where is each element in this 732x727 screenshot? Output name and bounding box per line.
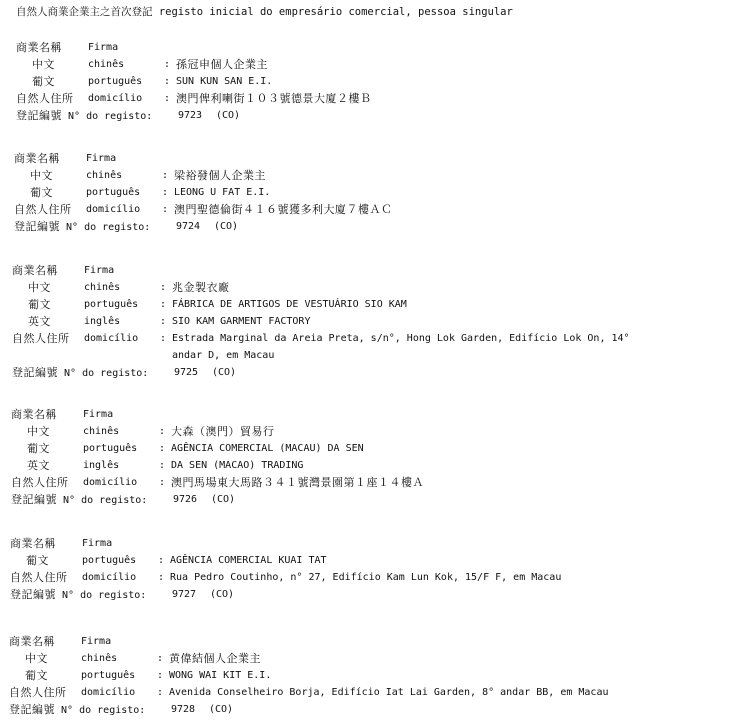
registo-label-pt: N° do registo: [61, 705, 146, 716]
domicile-address: 澳門俾利喇街１０３號德景大廈２樓Ｂ [176, 92, 372, 105]
portuguese-label-zh: 葡文 [26, 554, 49, 567]
colon: : [164, 93, 171, 104]
colon: : [157, 653, 164, 664]
registo-co: (CO) [209, 704, 234, 715]
english-label-zh: 英文 [28, 315, 51, 328]
registo-label-zh: 登記編號 [9, 703, 55, 716]
english-name: DA SEN (MACAO) TRADING [171, 460, 304, 471]
registo-label-zh: 登記編號 [11, 493, 57, 506]
english-label-pt: inglês [83, 460, 120, 471]
colon: : [157, 670, 164, 681]
colon: : [160, 316, 167, 327]
portuguese-label-pt: português [83, 443, 138, 454]
registo-number: 9727 [172, 589, 197, 600]
portuguese-label-pt: português [82, 555, 137, 566]
chinese-label-zh: 中文 [27, 425, 50, 438]
chinese-name: 大森（澳門）貿易行 [171, 425, 275, 438]
colon: : [158, 555, 165, 566]
page-header: 自然人商業企業主之首次登記 registo inicial do empresário comercial, pessoa singular [16, 6, 513, 18]
registo-co: (CO) [211, 494, 236, 505]
chinese-label-pt: chinês [86, 170, 123, 181]
domicile-address-continued: andar D, em Macau [172, 350, 275, 361]
firma-label-pt: Firma [84, 265, 115, 276]
domicile-label-pt: domicílio [82, 572, 137, 583]
domicile-label-pt: domicílio [81, 687, 136, 698]
domicile-label-zh: 自然人住所 [11, 476, 69, 489]
registo-co: (CO) [212, 367, 237, 378]
portuguese-label-pt: português [88, 76, 143, 87]
firma-label-pt: Firma [81, 636, 112, 647]
chinese-label-pt: chinês [88, 59, 125, 70]
registo-label-zh: 登記編號 [10, 588, 56, 601]
portuguese-label-zh: 葡文 [27, 442, 50, 455]
registo-co: (CO) [214, 221, 239, 232]
domicile-label-zh: 自然人住所 [14, 203, 72, 216]
domicile-label-pt: domicílio [83, 477, 138, 488]
domicile-label-pt: domicílio [88, 93, 143, 104]
domicile-address: 澳門聖德倫街４１６號獲多利大廈７樓ＡＣ [174, 203, 393, 216]
registo-number: 9725 [174, 367, 199, 378]
portuguese-label-pt: português [86, 187, 141, 198]
firma-label-zh: 商業名稱 [12, 264, 58, 277]
colon: : [159, 426, 166, 437]
chinese-name: 兆金製衣廠 [172, 281, 230, 294]
registo-number: 9728 [171, 704, 196, 715]
firma-label-zh: 商業名稱 [9, 635, 55, 648]
registo-label-pt: N° do registo: [64, 368, 149, 379]
chinese-label-zh: 中文 [28, 281, 51, 294]
colon: : [162, 170, 169, 181]
portuguese-label-zh: 葡文 [32, 75, 55, 88]
firma-label-zh: 商業名稱 [10, 537, 56, 550]
english-name: SIO KAM GARMENT FACTORY [172, 316, 311, 327]
colon: : [159, 443, 166, 454]
colon: : [162, 204, 169, 215]
domicile-label-zh: 自然人住所 [10, 571, 68, 584]
chinese-label-pt: chinês [84, 282, 121, 293]
colon: : [159, 460, 166, 471]
registo-number: 9723 [178, 110, 203, 121]
domicile-label-zh: 自然人住所 [12, 332, 70, 345]
colon: : [160, 333, 167, 344]
colon: : [162, 187, 169, 198]
chinese-label-pt: chinês [83, 426, 120, 437]
portuguese-name: WONG WAI KIT E.I. [169, 670, 272, 681]
chinese-label-zh: 中文 [32, 58, 55, 71]
domicile-label-zh: 自然人住所 [16, 92, 74, 105]
colon: : [160, 299, 167, 310]
registo-number: 9726 [173, 494, 198, 505]
firma-label-pt: Firma [86, 153, 117, 164]
registo-label-zh: 登記編號 [12, 366, 58, 379]
portuguese-label-pt: português [84, 299, 139, 310]
portuguese-label-zh: 葡文 [25, 669, 48, 682]
chinese-label-zh: 中文 [30, 169, 53, 182]
chinese-name: 孫冠申個人企業主 [176, 58, 268, 71]
english-label-pt: inglês [84, 316, 121, 327]
portuguese-label-zh: 葡文 [28, 298, 51, 311]
registo-label-pt: N° do registo: [68, 111, 153, 122]
colon: : [164, 76, 171, 87]
firma-label-zh: 商業名稱 [16, 41, 62, 54]
chinese-name: 黄偉結個人企業主 [169, 652, 261, 665]
firma-label-pt: Firma [88, 42, 119, 53]
firma-label-pt: Firma [83, 409, 114, 420]
colon: : [158, 572, 165, 583]
portuguese-name: SUN KUN SAN E.I. [176, 76, 273, 87]
chinese-label-zh: 中文 [25, 652, 48, 665]
domicile-label-pt: domicílio [84, 333, 139, 344]
firma-label-zh: 商業名稱 [14, 152, 60, 165]
english-label-zh: 英文 [27, 459, 50, 472]
domicile-address: Estrada Marginal da Areia Preta, s/n°, Hong Lok Garden, Edifício Lok On, 14° [172, 333, 630, 344]
registo-number: 9724 [176, 221, 201, 232]
registo-co: (CO) [216, 110, 241, 121]
registo-label-pt: N° do registo: [66, 222, 151, 233]
domicile-address: 澳門馬場東大馬路３４１號灣景園第１座１４樓Ａ [171, 476, 424, 489]
registo-label-zh: 登記編號 [16, 109, 62, 122]
firma-label-pt: Firma [82, 538, 113, 549]
portuguese-label-pt: português [81, 670, 136, 681]
domicile-address: Avenida Conselheiro Borja, Edifício Iat Lai Garden, 8° andar BB, em Macau [169, 687, 609, 698]
portuguese-name: FÁBRICA DE ARTIGOS DE VESTUÁRIO SIO KAM [172, 299, 407, 310]
colon: : [159, 477, 166, 488]
portuguese-label-zh: 葡文 [30, 186, 53, 199]
colon: : [164, 59, 171, 70]
portuguese-name: AGÊNCIA COMERCIAL KUAI TAT [170, 555, 327, 566]
registo-label-pt: N° do registo: [63, 495, 148, 506]
colon: : [160, 282, 167, 293]
domicile-address: Rua Pedro Coutinho, n° 27, Edifício Kam Lun Kok, 15/F F, em Macau [170, 572, 562, 583]
domicile-label-pt: domicílio [86, 204, 141, 215]
firma-label-zh: 商業名稱 [11, 408, 57, 421]
chinese-label-pt: chinês [81, 653, 118, 664]
domicile-label-zh: 自然人住所 [9, 686, 67, 699]
portuguese-name: AGÊNCIA COMERCIAL (MACAU) DA SEN [171, 443, 364, 454]
registo-label-zh: 登記編號 [14, 220, 60, 233]
registo-co: (CO) [210, 589, 235, 600]
registo-label-pt: N° do registo: [62, 590, 147, 601]
chinese-name: 梁裕發個人企業主 [174, 169, 266, 182]
colon: : [157, 687, 164, 698]
portuguese-name: LEONG U FAT E.I. [174, 187, 271, 198]
